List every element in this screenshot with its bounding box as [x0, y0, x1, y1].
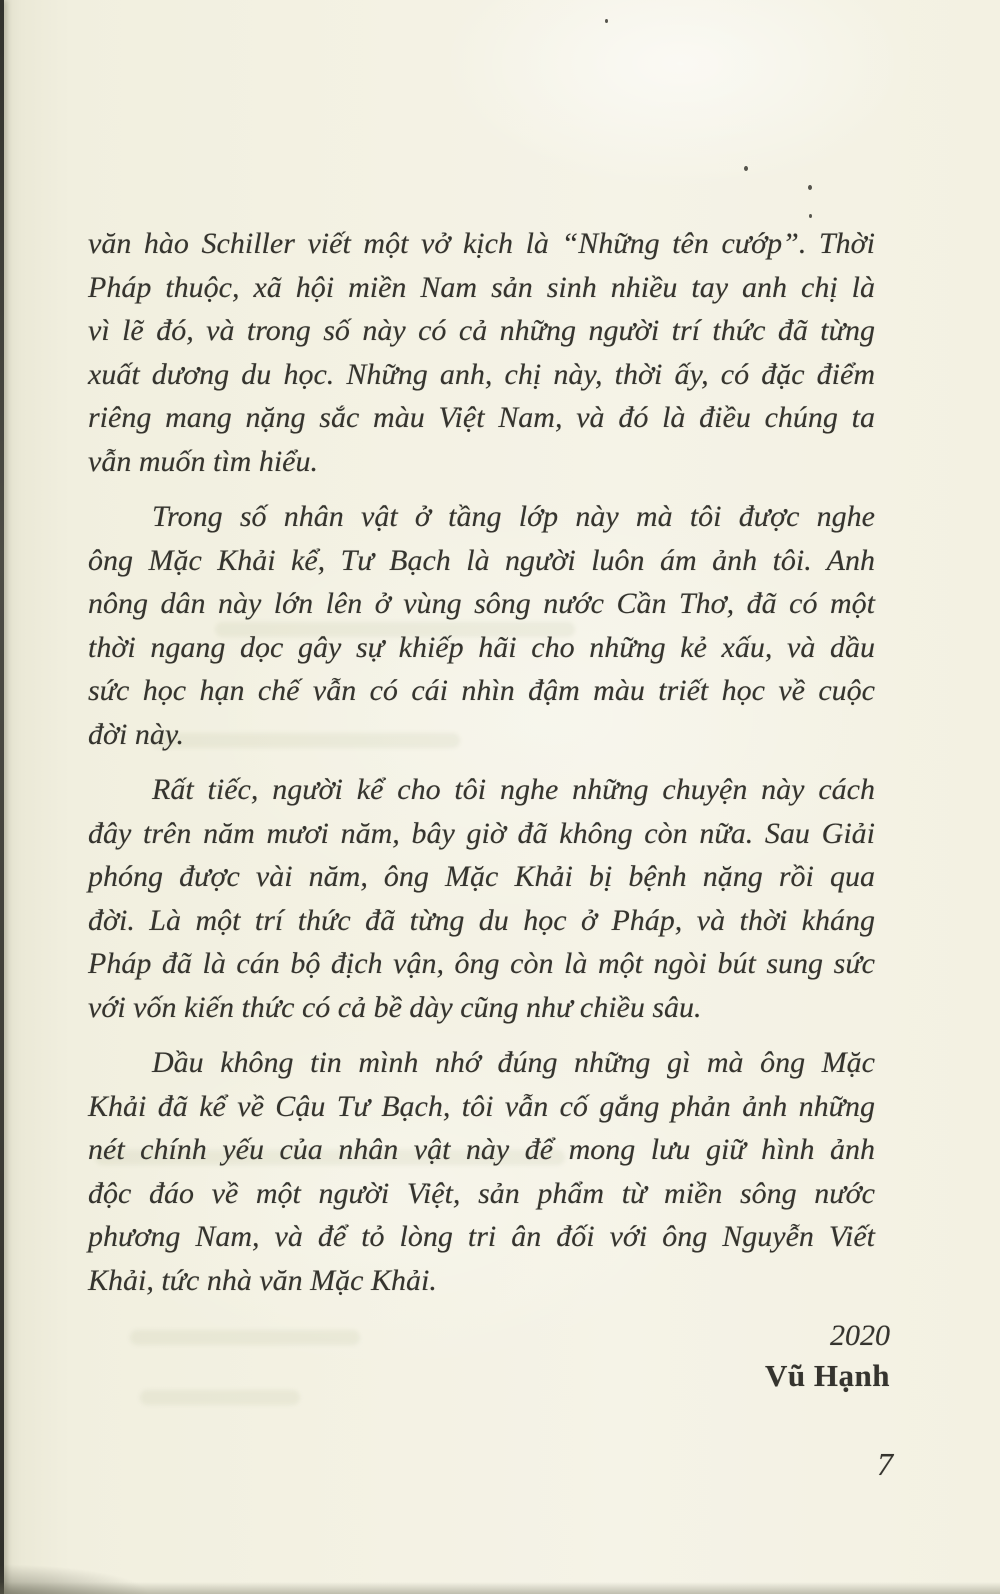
signature-author: Vũ Hạnh — [765, 1358, 890, 1393]
text-line: với vốn kiến thức có cả bề dày cũng như chiều sâu. — [88, 990, 702, 1024]
dust-speck — [744, 166, 748, 171]
text-line: sức học hạn chế vẫn có cái nhìn đậm màu triết học về cuộc — [88, 674, 875, 707]
scan-corner-shadow — [0, 1564, 150, 1594]
dust-speck — [808, 185, 812, 190]
text-line: đời. Là một trí thức đã từng du học ở Pháp, và thời kháng — [88, 903, 875, 937]
text-line: phương Nam, và để tỏ lòng tri ân đối với ông Nguyễn Viết — [88, 1220, 875, 1253]
text-line: Pháp đã là cán bộ địch vận, ông còn là một ngòi bút sung sức — [88, 947, 875, 980]
text-line: Trong số nhân vật ở tầng lớp này mà tôi được nghe — [152, 500, 875, 533]
text-line: đời này. — [88, 717, 185, 751]
paragraph — [88, 495, 875, 756]
signature-year: 2020 — [830, 1319, 890, 1352]
text-line: vì lẽ đó, và trong số này có cả những người trí thức đã từng — [88, 314, 875, 347]
text-line: Pháp thuộc, xã hội miền Nam sản sinh nhiều tay anh chị là — [88, 270, 875, 304]
dust-speck — [605, 19, 608, 23]
text-line: độc đáo về một người Việt, sản phẩm từ miền sông nước — [88, 1176, 875, 1210]
text-line: thời ngang dọc gây sự khiếp hãi cho những kẻ xấu, và dầu — [88, 630, 875, 664]
text-block — [88, 222, 890, 1396]
text-line: vẫn muốn tìm hiểu. — [88, 444, 318, 478]
text-line: riêng mang nặng sắc màu Việt Nam, và đó là điều chúng ta — [88, 401, 875, 434]
signature-block — [88, 1316, 890, 1396]
text-line: nông dân này lớn lên ở vùng sông nước Cần Thơ, đã có một — [88, 587, 875, 620]
text-line: Khải, tức nhà văn Mặc Khải. — [88, 1263, 437, 1297]
text-line: Khải đã kể về Cậu Tư Bạch, tôi vẫn cố gắng phản ảnh những — [88, 1089, 875, 1123]
dust-speck — [809, 214, 812, 218]
paragraph — [88, 1041, 875, 1302]
text-line: văn hào Schiller viết một vở kịch là “Những tên cướp”. Thời — [88, 227, 875, 260]
paragraph — [88, 768, 875, 1029]
text-line: nét chính yếu của nhân vật này để mong lưu giữ hình ảnh — [88, 1133, 875, 1166]
text-line: ông Mặc Khải kể, Tư Bạch là người luôn ám ảnh tôi. Anh — [88, 543, 875, 577]
scan-bottom-shadow — [0, 1582, 1000, 1594]
text-line: Dầu không tin mình nhớ đúng những gì mà ông Mặc — [152, 1046, 875, 1079]
scan-left-edge — [0, 0, 4, 1594]
text-line: xuất dương du học. Những anh, chị này, thời ấy, có đặc điểm — [88, 357, 875, 391]
paragraph — [88, 222, 875, 483]
text-line: Rất tiếc, người kể cho tôi nghe những chuyện này cách — [152, 773, 875, 806]
page-number: 7 — [877, 1446, 893, 1482]
text-line: phóng được vài năm, ông Mặc Khải bị bệnh nặng rồi qua — [88, 860, 875, 893]
text-line: đây trên năm mươi năm, bây giờ đã không còn nữa. Sau Giải — [88, 816, 875, 850]
